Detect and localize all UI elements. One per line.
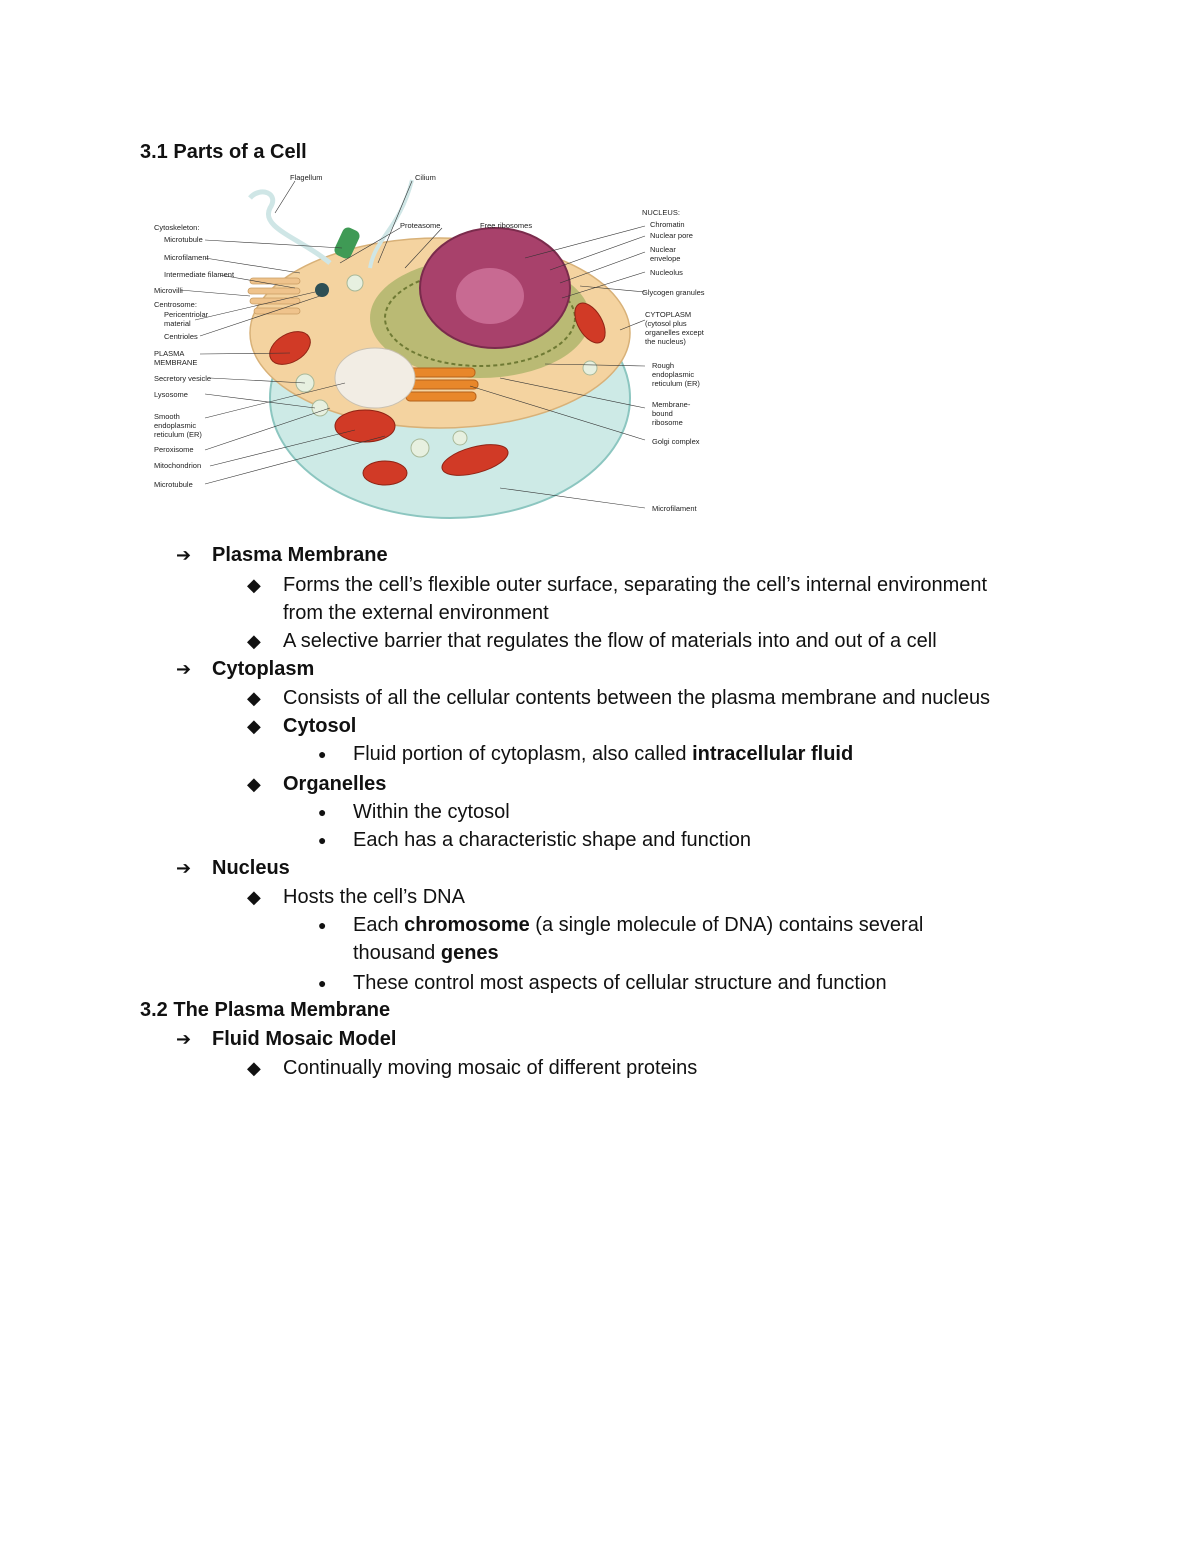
arrow-marker: ➔ <box>176 545 192 565</box>
bullet-marker: ● <box>318 804 327 820</box>
chromosome-point <box>353 911 923 939</box>
outline-cytoplasm-title: Cytoplasm <box>212 658 315 680</box>
label-mitochondrion: Mitochondrion <box>154 461 202 470</box>
cytoplasm-point-1: Consists of all the cellular contents between the plasma membrane and nucleus <box>283 687 991 709</box>
label-membrane-bound-ribosome-1: Membrane- <box>652 400 691 409</box>
nucleolus-shape <box>456 268 524 324</box>
label-centrioles: Centrioles <box>164 332 198 341</box>
label-cytoskeleton: Cytoskeleton: <box>154 223 200 232</box>
label-microfilament: Microfilament <box>164 253 209 262</box>
plasma-membrane-point-1a: Forms the cell’s flexible outer surface, separating the cell’s internal environment <box>283 574 988 596</box>
plasma-membrane-point-2: A selective barrier that regulates the flow of materials into and out of a cell <box>283 630 937 652</box>
diamond-marker: ◆ <box>247 716 261 736</box>
diamond-marker: ◆ <box>247 631 261 651</box>
genes-bold-term: genes <box>440 942 499 964</box>
label-smooth-er-3: reticulum (ER) <box>154 430 202 439</box>
label-proteasome: Proteasome <box>400 221 441 230</box>
label-plasma-membrane-1: PLASMA <box>154 349 185 358</box>
label-rough-er-3: reticulum (ER) <box>652 379 700 388</box>
label-cytoplasm-3: organelles except <box>645 328 704 337</box>
cytosol-text: Fluid portion of cytoplasm, also called <box>353 743 693 765</box>
diamond-marker: ◆ <box>247 1058 261 1078</box>
bullet-marker: ● <box>318 832 327 848</box>
label-free-ribosomes: Free ribosomes <box>480 221 533 230</box>
bullet-marker: ● <box>318 917 327 933</box>
outline-nucleus-title: Nucleus <box>212 857 290 879</box>
diamond-marker: ◆ <box>247 887 261 907</box>
fluid-mosaic-point: Continually moving mosaic of different proteins <box>283 1057 698 1079</box>
diamond-marker: ◆ <box>247 688 261 708</box>
fluid-mosaic-title: Fluid Mosaic Model <box>212 1028 397 1050</box>
plasma-membrane-point-1b: from the external environment <box>283 602 549 624</box>
chromosome-post: (a single molecule of DNA) contains several <box>529 914 924 936</box>
label-centrosome: Centrosome: <box>154 300 197 309</box>
label-nucleolus: Nucleolus <box>650 268 683 277</box>
cell-diagram <box>150 168 715 528</box>
nucleus-point-1: Hosts the cell’s DNA <box>283 886 465 908</box>
label-pericentriolar: Pericentriolar <box>164 310 209 319</box>
cytosol-point <box>353 740 853 768</box>
bullet-marker: ● <box>318 746 327 762</box>
organelles-title: Organelles <box>283 773 387 795</box>
outline-plasma-membrane-title: Plasma Membrane <box>212 544 388 566</box>
cytosol-title: Cytosol <box>283 715 357 737</box>
label-rough-er-2: endoplasmic <box>652 370 695 379</box>
diamond-marker: ◆ <box>247 774 261 794</box>
label-nuclear-envelope-2: envelope <box>650 254 681 263</box>
label-membrane-bound-ribosome-2: bound <box>652 409 673 418</box>
arrow-marker: ➔ <box>176 659 192 679</box>
label-plasma-membrane-2: MEMBRANE <box>154 358 198 367</box>
genes-pre: thousand <box>353 942 441 964</box>
arrow-marker: ➔ <box>176 858 192 878</box>
label-golgi-complex: Golgi complex <box>652 437 700 446</box>
organelles-point-2: Each has a characteristic shape and function <box>353 829 752 851</box>
chromosome-bold-term: chromosome <box>404 914 530 936</box>
label-nuclear-envelope-1: Nuclear <box>650 245 676 254</box>
label-cytoplasm-1: CYTOPLASM <box>645 310 692 319</box>
flagellum-shape <box>250 192 330 263</box>
label-chromatin: Chromatin <box>650 220 685 229</box>
label-microvilli: Microvilli <box>154 286 183 295</box>
label-microtubule-bottom: Microtubule <box>154 480 193 489</box>
label-intermediate-filament: Intermediate filament <box>164 270 235 279</box>
genes-line <box>353 939 499 967</box>
label-nuclear-pore: Nuclear pore <box>650 231 693 240</box>
label-secretory-vesicle: Secretory vesicle <box>154 374 212 383</box>
bullet-marker: ● <box>318 975 327 991</box>
label-nucleus: NUCLEUS: <box>642 208 680 217</box>
label-lysosome: Lysosome <box>154 390 188 399</box>
label-smooth-er-1: Smooth <box>154 412 180 421</box>
organelles-point-1: Within the cytosol <box>353 801 510 823</box>
label-microfilament-bottom: Microfilament <box>652 504 697 513</box>
label-cilium: Cilium <box>415 173 436 182</box>
section-heading-parts-of-cell: 3.1 Parts of a Cell <box>140 141 307 163</box>
label-glycogen-granules: Glycogen granules <box>642 288 705 297</box>
centriole-shape <box>315 283 329 297</box>
label-cytoplasm-4: the nucleus) <box>645 337 686 346</box>
diamond-marker: ◆ <box>247 575 261 595</box>
label-cytoplasm-2: (cytosol plus <box>645 319 687 328</box>
cytosol-bold-term: intracellular fluid <box>692 743 854 765</box>
label-material: material <box>164 319 191 328</box>
label-flagellum: Flagellum <box>290 173 323 182</box>
label-smooth-er-2: endoplasmic <box>154 421 197 430</box>
nucleus-point-3: These control most aspects of cellular structure and function <box>353 972 887 994</box>
label-microtubule: Microtubule <box>164 235 203 244</box>
smooth-er-shape <box>335 348 415 408</box>
label-peroxisome: Peroxisome <box>154 445 194 454</box>
arrow-marker: ➔ <box>176 1029 192 1049</box>
label-membrane-bound-ribosome-3: ribosome <box>652 418 683 427</box>
section-heading-plasma-membrane: 3.2 The Plasma Membrane <box>140 999 391 1021</box>
chromosome-pre: Each <box>353 914 405 936</box>
label-rough-er-1: Rough <box>652 361 675 370</box>
